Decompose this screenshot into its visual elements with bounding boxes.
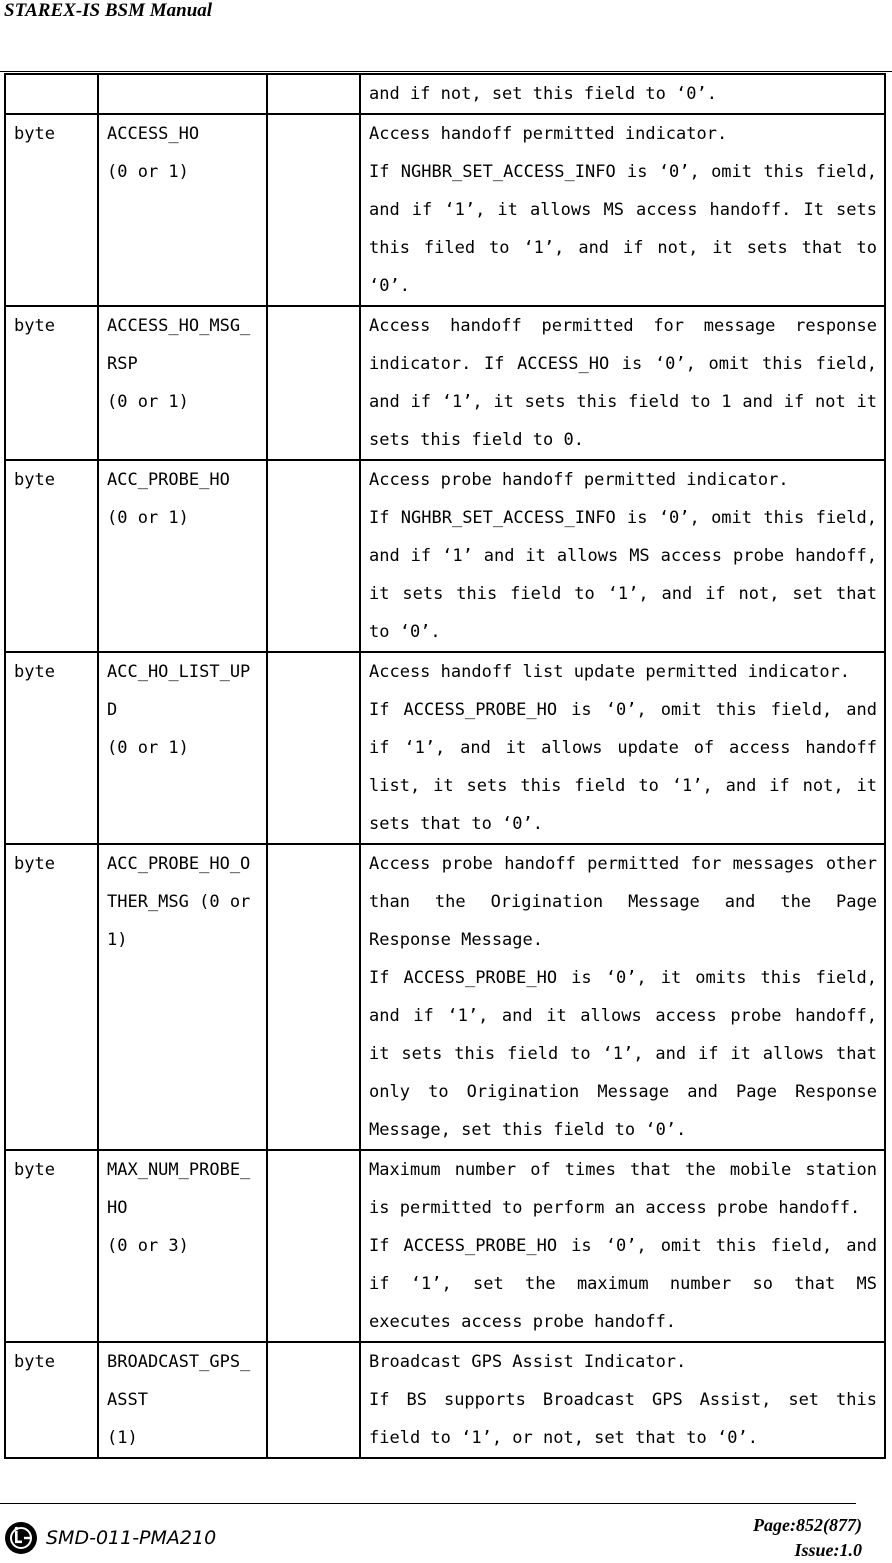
field-name-cell: ACC_HO_LIST_UP D (0 or 1) — [98, 652, 267, 844]
field-name-cell: BROADCAST_GPS_ ASST (1) — [98, 1342, 267, 1458]
header-title: STAREX-IS BSM Manual — [4, 0, 213, 21]
field-name-cell: ACC_PROBE_HO_O THER_MSG (0 or 1) — [98, 844, 267, 1150]
type-cell: byte — [5, 306, 98, 460]
table-row — [5, 652, 885, 844]
table-row — [5, 1342, 885, 1458]
header-rule — [0, 71, 892, 72]
empty-cell — [267, 306, 360, 460]
footer-page: Page:852(877) — [753, 1515, 862, 1535]
table-row — [5, 844, 885, 1150]
table-row — [5, 1150, 885, 1342]
description-cell: Access handoff list update permitted indicator. If ACCESS_PROBE_HO is ‘0’, omit this field, and if ‘1’, and it allows update of access handoff list, it sets this field to ‘1’, and if not, it sets that to ‘0’. — [360, 652, 885, 844]
field-name-cell: ACC_PROBE_HO (0 or 1) — [98, 460, 267, 652]
field-name-cell: ACCESS_HO (0 or 1) — [98, 114, 267, 306]
type-cell: byte — [5, 114, 98, 306]
description-cell: Broadcast GPS Assist Indicator. If BS supports Broadcast GPS Assist, set this field to ‘1’, or not, set that to ‘0’. — [360, 1342, 885, 1458]
footer-page-info — [753, 1513, 862, 1563]
description-cell: Access probe handoff permitted for messages other than the Origination Message and the Page Response Message. If ACCESS_PROBE_HO is ‘0’, it omits this field, and if ‘1’, and it allows access probe handoff, it sets this field to ‘1’, and if it allows that only to Origination Message and Page Response Message, set this field to ‘0’. — [360, 844, 885, 1150]
empty-cell — [267, 460, 360, 652]
footer-rule — [0, 1503, 856, 1504]
table-row — [5, 306, 885, 460]
empty-cell — [267, 114, 360, 306]
type-cell: byte — [5, 652, 98, 844]
field-name-cell — [98, 74, 267, 114]
empty-cell — [267, 1150, 360, 1342]
empty-cell — [267, 652, 360, 844]
table-row — [5, 74, 885, 114]
empty-cell — [267, 1342, 360, 1458]
field-name-cell: ACCESS_HO_MSG_ RSP (0 or 1) — [98, 306, 267, 460]
table-row — [5, 460, 885, 652]
description-cell: Access handoff permitted for message response indicator. If ACCESS_HO is ‘0’, omit this field, and if ‘1’, it sets this field to 1 and if not it sets this field to 0. — [360, 306, 885, 460]
footer-doc-id: SMD-011-PMA210 — [46, 1527, 217, 1549]
description-cell: Access handoff permitted indicator. If NGHBR_SET_ACCESS_INFO is ‘0’, omit this field, and if ‘1’, it allows MS access handoff. It sets this filed to ‘1’, and if not, it sets that to ‘0’. — [360, 114, 885, 306]
lg-logo-icon — [4, 1521, 38, 1555]
type-cell: byte — [5, 1342, 98, 1458]
type-cell — [5, 74, 98, 114]
description-cell: Maximum number of times that the mobile station is permitted to perform an access probe handoff. If ACCESS_PROBE_HO is ‘0’, omit this field, and if ‘1’, set the maximum number so that MS executes access probe handoff. — [360, 1150, 885, 1342]
table-row — [5, 114, 885, 306]
type-cell: byte — [5, 844, 98, 1150]
field-name-cell: MAX_NUM_PROBE_ HO (0 or 3) — [98, 1150, 267, 1342]
type-cell: byte — [5, 460, 98, 652]
description-cell: and if not, set this field to ‘0’. — [360, 74, 885, 114]
description-cell: Access probe handoff permitted indicator. If NGHBR_SET_ACCESS_INFO is ‘0’, omit this field, and if ‘1’ and it allows MS access probe handoff, it sets this field to ‘1’, and if not, set that to ‘0’. — [360, 460, 885, 652]
empty-cell — [267, 844, 360, 1150]
footer-issue: Issue:1.0 — [794, 1540, 862, 1560]
field-table — [4, 73, 886, 1459]
type-cell: byte — [5, 1150, 98, 1342]
empty-cell — [267, 74, 360, 114]
